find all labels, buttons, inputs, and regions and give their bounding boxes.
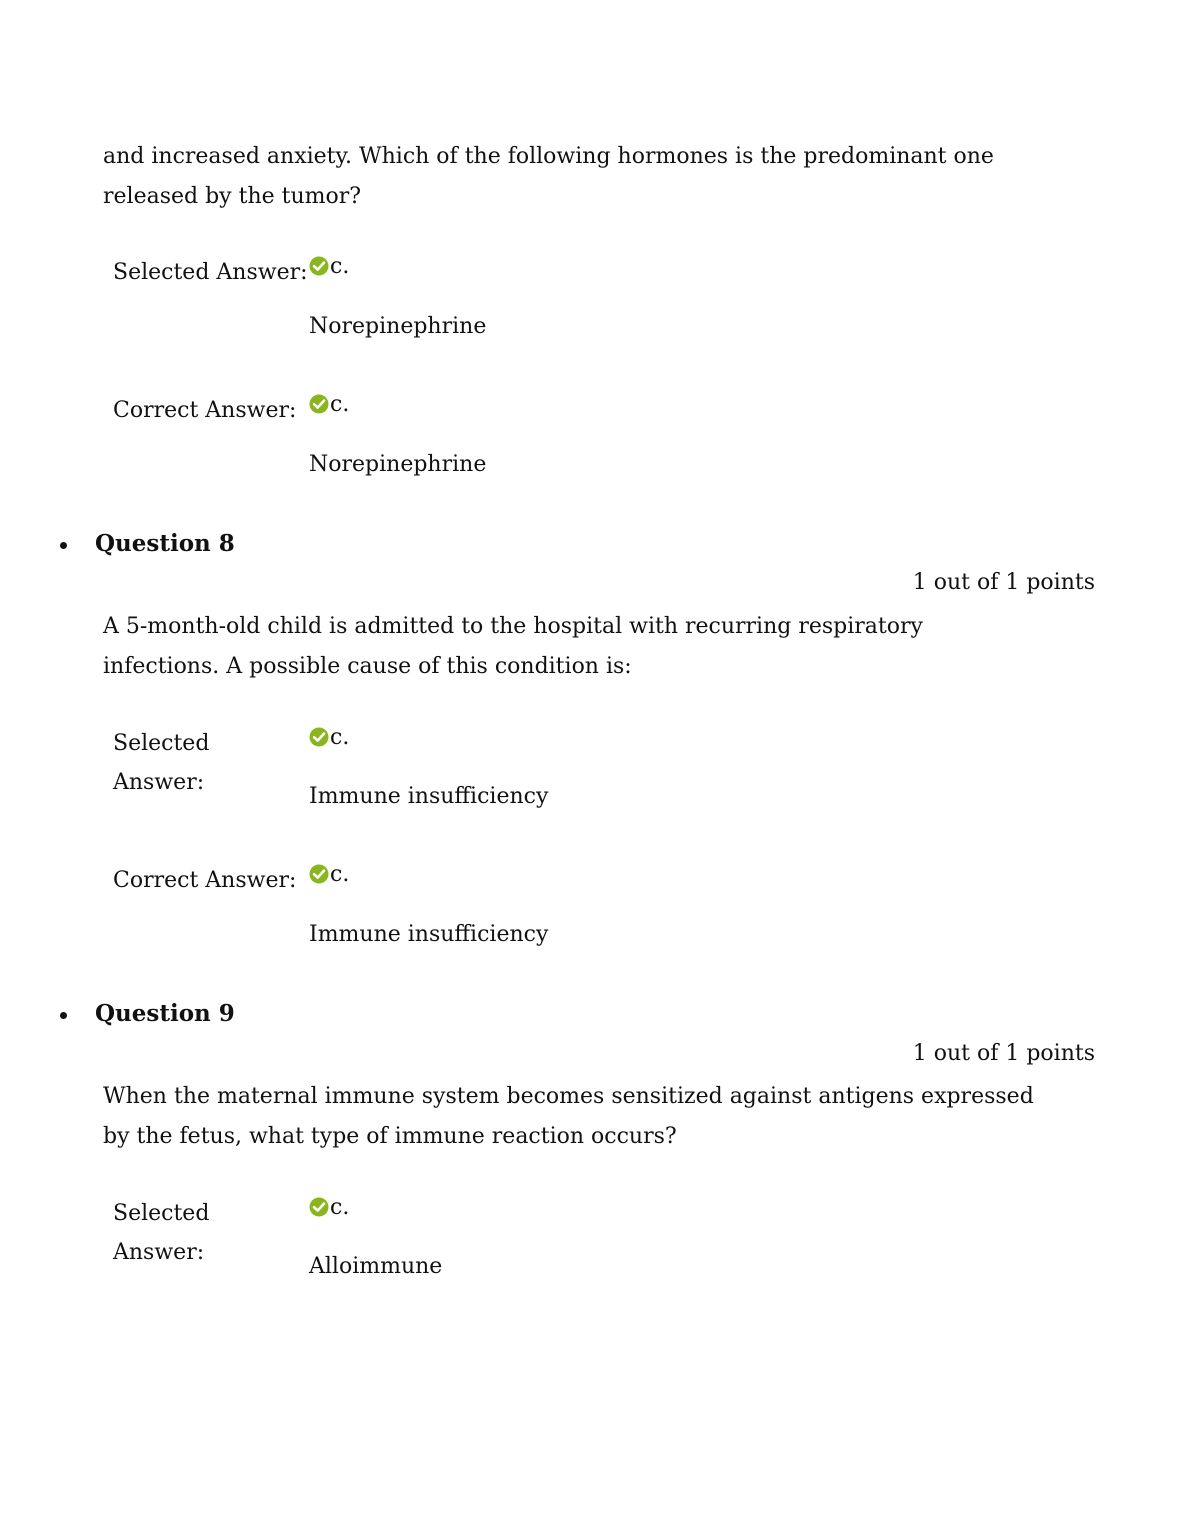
question-7-text-line-1: and increased anxiety. Which of the following hormones is the predominant one: [103, 144, 994, 169]
selected-answer-label-line-1: Selected: [113, 1201, 210, 1226]
check-circle-icon: [309, 1197, 329, 1217]
selected-answer-option: [309, 724, 349, 752]
question-8-points: 1 out of 1 points: [912, 570, 1095, 595]
question-9-text-line-2: by the fetus, what type of immune reaction occurs?: [103, 1124, 677, 1149]
check-circle-icon: [309, 727, 329, 747]
selected-answer-letter: c.: [330, 254, 350, 279]
correct-answer-label: Correct Answer:: [113, 398, 297, 423]
selected-answer-text: Immune insufficiency: [309, 784, 549, 809]
question-9-heading: Question 9: [95, 1000, 235, 1027]
question-9-text-line-1: When the maternal immune system becomes sensitized against antigens expressed: [103, 1084, 1034, 1109]
list-bullet: [60, 542, 67, 549]
selected-answer-label-line-2: Answer:: [113, 1240, 205, 1265]
correct-answer-text: Norepinephrine: [309, 452, 487, 477]
question-8-text-line-2: infections. A possible cause of this condition is:: [103, 654, 632, 679]
list-bullet: [60, 1012, 67, 1019]
check-circle-icon: [309, 394, 329, 414]
question-7-text-line-2: released by the tumor?: [103, 184, 362, 209]
check-circle-icon: [309, 864, 329, 884]
correct-answer-option: [309, 391, 349, 419]
selected-answer-letter: c.: [330, 1195, 350, 1220]
correct-answer-letter: c.: [330, 392, 350, 417]
selected-answer-label-line-2: Answer:: [113, 770, 205, 795]
question-8-text-line-1: A 5-month-old child is admitted to the hospital with recurring respiratory: [103, 614, 923, 639]
selected-answer-label-line-1: Selected: [113, 731, 210, 756]
correct-answer-option: [309, 861, 349, 889]
correct-answer-text: Immune insufficiency: [309, 922, 549, 947]
correct-answer-label: Correct Answer:: [113, 868, 297, 893]
selected-answer-option: [309, 1194, 349, 1222]
selected-answer-label: Selected Answer:: [113, 260, 308, 285]
selected-answer-text: Alloimmune: [309, 1254, 443, 1279]
question-8-heading: Question 8: [95, 530, 235, 557]
correct-answer-letter: c.: [330, 862, 350, 887]
check-circle-icon: [309, 256, 329, 276]
selected-answer-option: [309, 253, 349, 281]
question-9-points: 1 out of 1 points: [912, 1041, 1095, 1066]
selected-answer-text: Norepinephrine: [309, 314, 487, 339]
selected-answer-letter: c.: [330, 725, 350, 750]
